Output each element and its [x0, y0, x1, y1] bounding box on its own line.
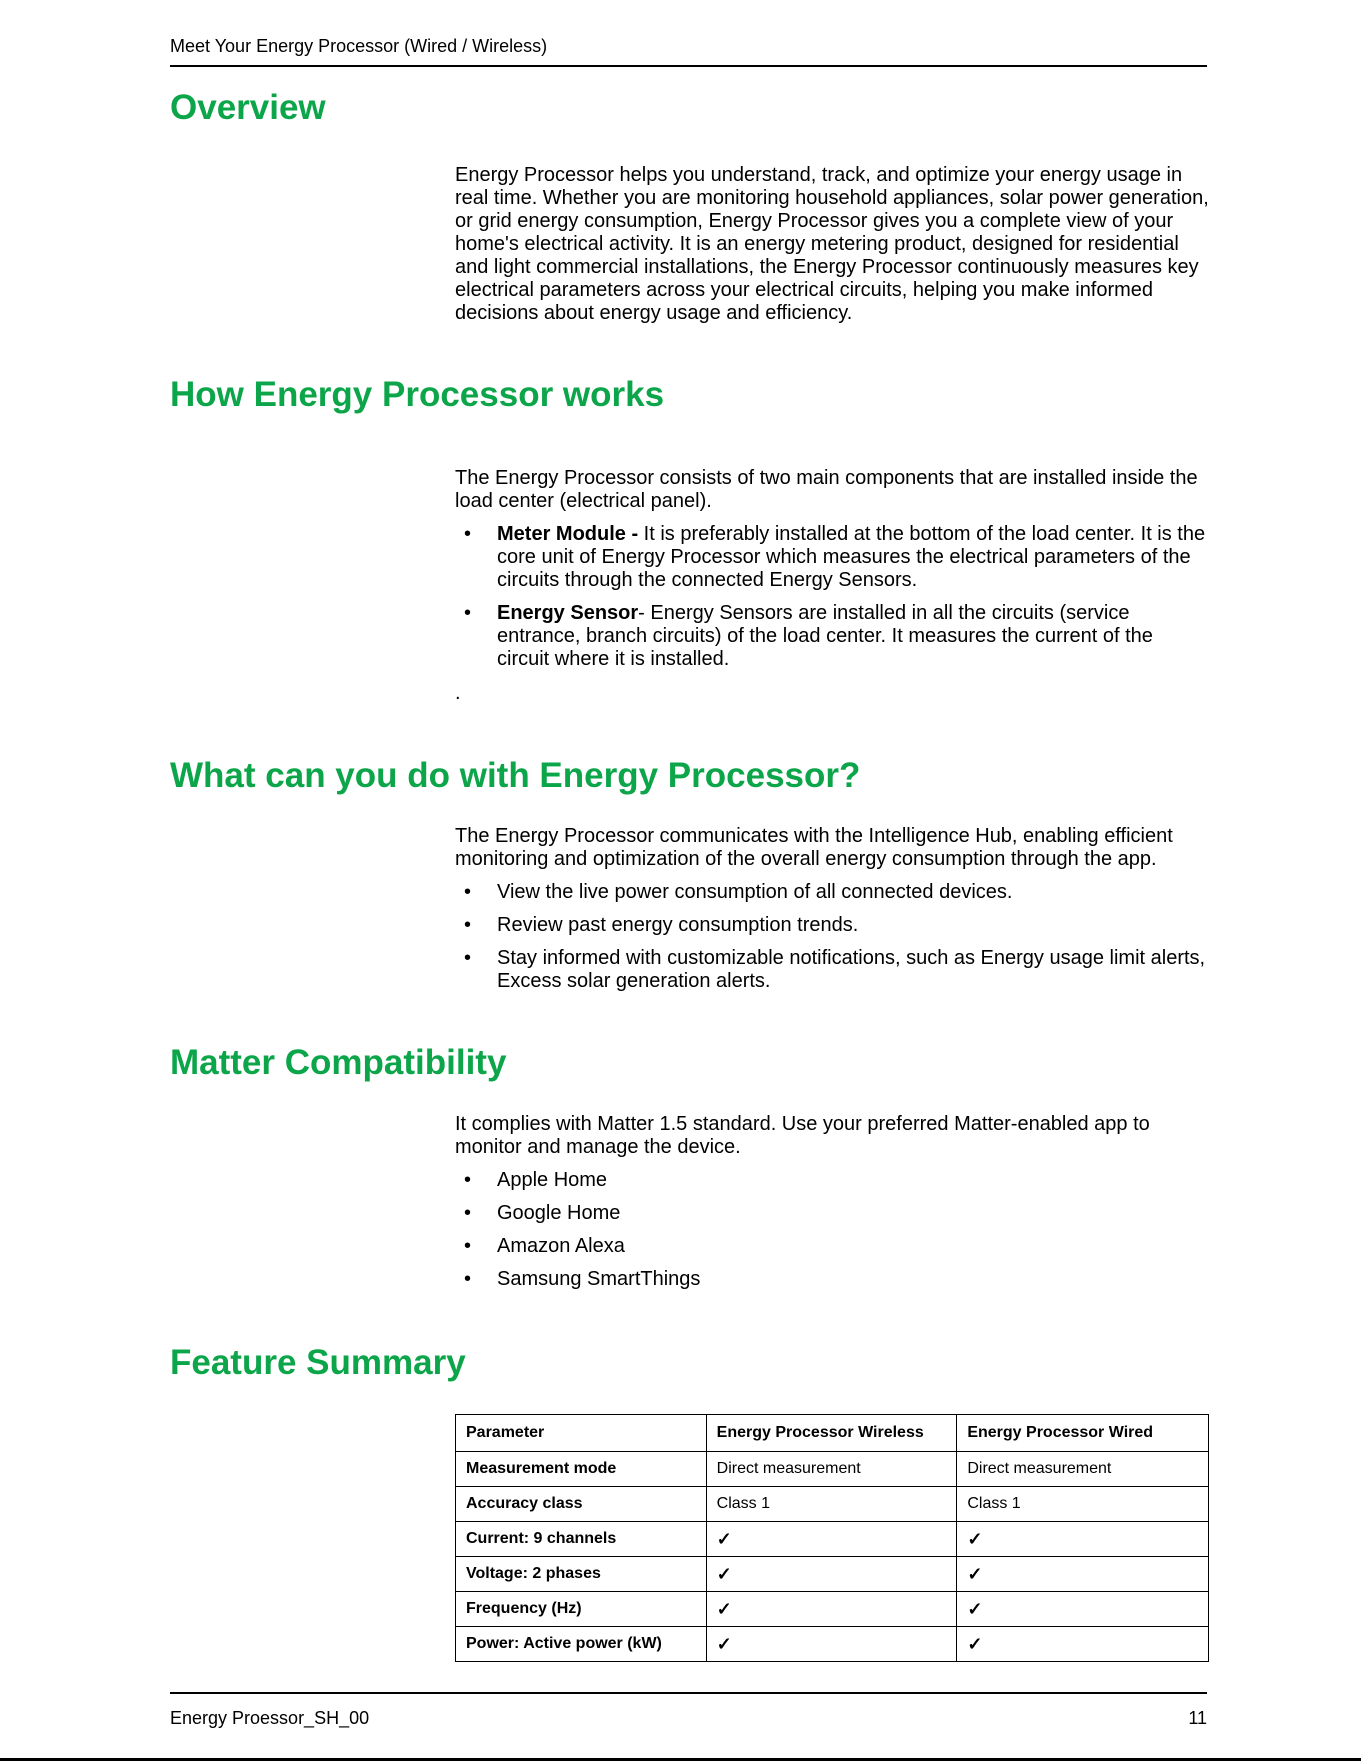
matter-intro: It complies with Matter 1.5 standard. Use your preferred Matter-enabled app to monitor and manage the device.	[455, 1113, 1150, 1158]
list-item-text: View the live power consumption of all connected devices.	[497, 881, 1013, 903]
list-item-text: Apple Home	[497, 1169, 608, 1191]
list-item	[455, 523, 1210, 592]
feature-summary-table	[455, 1414, 1209, 1662]
table-row	[456, 1627, 1209, 1662]
matter-section	[455, 1113, 1210, 1291]
list-item	[455, 1202, 1210, 1225]
page-number: 11	[1188, 1708, 1207, 1728]
header-divider	[170, 65, 1207, 67]
list-item	[455, 947, 1210, 993]
table-cell: Current: 9 channels	[456, 1522, 707, 1557]
table-row	[456, 1592, 1209, 1627]
how-it-works-heading: How Energy Processor works	[170, 375, 665, 414]
check-icon: ✓	[957, 1557, 1209, 1592]
table-cell: Voltage: 2 phases	[456, 1557, 707, 1592]
overview-section	[455, 164, 1210, 325]
component-description: It is preferably installed at the bottom of the load center. It is the core unit of Energy Processor which measures the electrical parameters of the circuits through the connected Energy Sensors.	[497, 523, 1206, 591]
component-list	[455, 523, 1210, 671]
table-cell: Direct measurement	[957, 1452, 1209, 1487]
check-icon: ✓	[706, 1627, 957, 1662]
table-cell: Measurement mode	[456, 1452, 707, 1487]
table-header-cell: Parameter	[456, 1415, 707, 1452]
capability-list	[455, 881, 1210, 993]
matter-heading: Matter Compatibility	[170, 1043, 507, 1082]
list-item	[455, 914, 1210, 937]
table-cell: Class 1	[957, 1487, 1209, 1522]
what-can-you-do-intro: The Energy Processor communicates with the Intelligence Hub, enabling efficient monitoring and optimization of the overall energy consumption through the app.	[455, 825, 1173, 870]
check-icon: ✓	[957, 1522, 1209, 1557]
table-row	[456, 1557, 1209, 1592]
how-it-works-section	[455, 467, 1210, 671]
list-item-text: Google Home	[497, 1202, 621, 1224]
table-cell: Class 1	[706, 1487, 957, 1522]
table-row	[456, 1487, 1209, 1522]
check-icon: ✓	[706, 1522, 957, 1557]
component-description: - Energy Sensors are installed in all the circuits (service entrance, branch circuits) of the load center. It measures the current of the circuit where it is installed.	[497, 602, 1153, 670]
what-can-you-do-section	[455, 825, 1210, 993]
table-cell: Power: Active power (kW)	[456, 1627, 707, 1662]
table-header-cell: Energy Processor Wired	[957, 1415, 1209, 1452]
check-icon: ✓	[957, 1592, 1209, 1627]
check-icon: ✓	[957, 1627, 1209, 1662]
list-item-text: Amazon Alexa	[497, 1235, 625, 1257]
stray-period: .	[455, 682, 461, 704]
overview-paragraph: Energy Processor helps you understand, track, and optimize your energy usage in real time. Whether you are monitoring household appliances, solar power generation, or grid energy consumption, Energy Processor gives you a complete view of your home's electrical activity. It is an energy metering product, designed for residential and light commercial installations, the Energy Processor continuously measures key electrical parameters across your electrical circuits, helping you make informed decisions about energy usage and efficiency.	[455, 164, 1209, 324]
table-cell: Frequency (Hz)	[456, 1592, 707, 1627]
bullet-icon: •	[464, 1169, 472, 1191]
component-term: Meter Module -	[497, 523, 639, 545]
list-item	[455, 881, 1210, 904]
overview-heading: Overview	[170, 88, 326, 127]
list-item	[455, 1235, 1210, 1258]
bullet-icon: •	[464, 1235, 472, 1257]
table-row	[456, 1522, 1209, 1557]
list-item-text: Stay informed with customizable notifications, such as Energy usage limit alerts, Excess solar generation alerts.	[497, 947, 1206, 992]
matter-app-list	[455, 1169, 1210, 1291]
bullet-icon: •	[464, 947, 472, 969]
bullet-icon: •	[464, 523, 472, 545]
footer-divider	[170, 1692, 1207, 1694]
component-term: Energy Sensor	[497, 602, 639, 624]
bullet-icon: •	[464, 1202, 472, 1224]
how-it-works-intro: The Energy Processor consists of two main components that are installed inside the load center (electrical panel).	[455, 467, 1198, 512]
bullet-icon: •	[464, 914, 472, 936]
running-header: Meet Your Energy Processor (Wired / Wireless)	[170, 36, 548, 56]
bullet-icon: •	[464, 881, 472, 903]
footer-document-id: Energy Proessor_SH_00	[170, 1708, 370, 1728]
list-item	[455, 1169, 1210, 1192]
what-can-you-do-heading: What can you do with Energy Processor?	[170, 756, 861, 795]
feature-summary-heading: Feature Summary	[170, 1343, 466, 1382]
table-header-row	[456, 1415, 1209, 1452]
list-item-text: Review past energy consumption trends.	[497, 914, 859, 936]
table-cell: Direct measurement	[706, 1452, 957, 1487]
list-item-text: Samsung SmartThings	[497, 1268, 701, 1290]
check-icon: ✓	[706, 1592, 957, 1627]
table-cell: Accuracy class	[456, 1487, 707, 1522]
bullet-icon: •	[464, 1268, 472, 1290]
table-row	[456, 1452, 1209, 1487]
list-item	[455, 1268, 1210, 1291]
table-header-cell: Energy Processor Wireless	[706, 1415, 957, 1452]
bullet-icon: •	[464, 602, 472, 624]
check-icon: ✓	[706, 1557, 957, 1592]
list-item	[455, 602, 1210, 671]
